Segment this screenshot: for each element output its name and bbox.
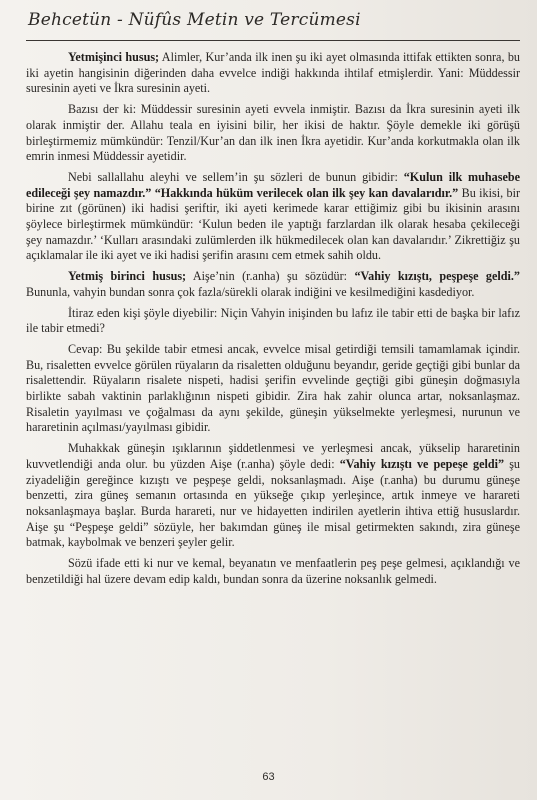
text-run: Nebi sallallahu aleyhi ve sellem’in şu sözleri de bunun gibidir: xyxy=(68,169,404,184)
paragraph xyxy=(26,441,520,551)
text-run: Muhakkak güneşin ışıklarının şiddetlenmesi ve yerleşmesi ancak, yükselip hararetinin kuvvetlendiği anda olur. bu yüzden Aişe (r.anha) şöyle dedi: xyxy=(26,441,520,471)
text-run: şu ziyadeliğin gereğince kızıştı ve peşpeşe geldi, noksanlaşmadı. Aişe (r.anha) bu durumu güneşe benzetti, zira güneş semanın ortasında en yükseğe çıkıp yerleşince, artık inmeye ve harareti noksanlaşmaya başlar. Burda harareti, nur ve hidayetten indirilen ayetlerin ihtiva ettiğ hususlardır. Aişe şu “Peşpeşe geldi” sözüyle, her bakımdan güneş ile misal getirmekten sakındı, zira güneşe batmak, kaybolmak ve benzeri şeyler gelir. xyxy=(26,456,520,550)
text-run: Bununla, vahyin bundan sonra çok fazla/sürekli olarak indiğini ve kesilmediğini kasdediyor. xyxy=(26,284,475,299)
header-rule xyxy=(26,40,520,41)
text-run: Alimler, Kur’anda ilk inen şu iki ayet olmasında ittifak ettikten sonra, bu iki ayetin hangisinin diğerinden daha evvelce indiği hakkında ihtilaf etmişlerdir. Yani: Müddessir suresinin ayeti ve İkra suresinin ayeti. xyxy=(26,50,521,96)
text-run: Cevap: Bu şekilde tabir etmesi ancak, evvelce misal getirdiği temsili tamamlamak içindir. Bu, risaletten evvelce görülen rüyaların da risaletten olduğunu beyandır, geride geçtiği gibi bunlar da risalettendir. Rüyaların risalete nispeti, hadisi şerifin evvelinde geçtiği gibi güneşin doğmasıyla birlikte sabah vaktinin parlaklığının nispeti gibidir. Zira hak zahir olunca artar, noksanlaşmaz. Risaletin yayılması ve çoğalması da aynı şekilde, güneşin yükselmekte yerleşmesi, nurunun ve hararetinin açılması/yayılması gibidir. xyxy=(26,341,520,435)
paragraph xyxy=(26,306,520,337)
text-run: Bazısı der ki: Müddessir suresinin ayeti evvela inmiştir. Bazısı da İkra suresinin ayeti ilk olarak inmiştir der. Allahu teala en iyisini bilir, her ikisi de haktır. Şöyle demekle iki görüşü birleştirmemiz mümkündür: Tenzil/Kur’an dan ilk inen İkra ayetidir. Kur’anda korkutmakla olan ilk emrin inmesi Müddessir ayetidir. xyxy=(26,102,520,164)
paragraph xyxy=(26,102,520,165)
paragraph xyxy=(26,342,520,436)
text-run: Aişe’nin (r.anha) şu sözüdür: xyxy=(186,269,355,284)
paragraph xyxy=(26,269,520,300)
running-header: Behcetün - Nüfûs Metin ve Tercümesi xyxy=(28,10,361,30)
bold-run: “Kulun ilk muhasebe edileceği şey namazdır.” “Hakkında hüküm verilecek olan ilk şey kan davalarıdır.” xyxy=(26,169,520,200)
paragraph xyxy=(26,170,520,264)
text-run: Bu ikisi, bir birine zıt (görünen) iki hadisi şeriftir, iki ayeti kerimede karar ettiğimiz gibi bu ikisinin arasını şöylece birleştirmek mümkündür: ‘Kulun beden ile yaptığı farzlardan ilk olarak hesaba çekileceği şey namazdır.’ ‘Kulları arasındaki zulümlerden ilk hükmedilecek olan kan davalarıdır.’ Zikrettiğiz şu açıklamalar ile iki ayet ve iki hadisi şerifin arasını cem etmek sahih oldu. xyxy=(26,185,520,263)
page-number: 63 xyxy=(262,771,275,783)
paragraph xyxy=(26,556,520,587)
bold-run: Yetmiş birinci husus; xyxy=(68,269,187,284)
bold-run: “Vahiy kızıştı, peşpeşe geldi.” xyxy=(354,269,520,284)
text-run: Sözü ifade etti ki nur ve kemal, beyanatın ve menfaatlerin peş peşe gelmesi, açıklandığı ve benzetildiği hal üzere devam edip kaldı, bundan sonra da üzerine noksanlık gelmedi. xyxy=(26,556,520,586)
bold-run: “Vahiy kızıştı ve pepeşe geldi” xyxy=(339,456,505,471)
body-text xyxy=(26,50,520,593)
bold-run: Yetmişinci husus; xyxy=(68,50,160,64)
text-run: İtiraz eden kişi şöyle diyebilir: Niçin Vahyin inişinden bu lafız ile tabir etti de başka bir lafız ile tabir etmedi? xyxy=(26,305,520,336)
paragraph xyxy=(26,50,520,97)
